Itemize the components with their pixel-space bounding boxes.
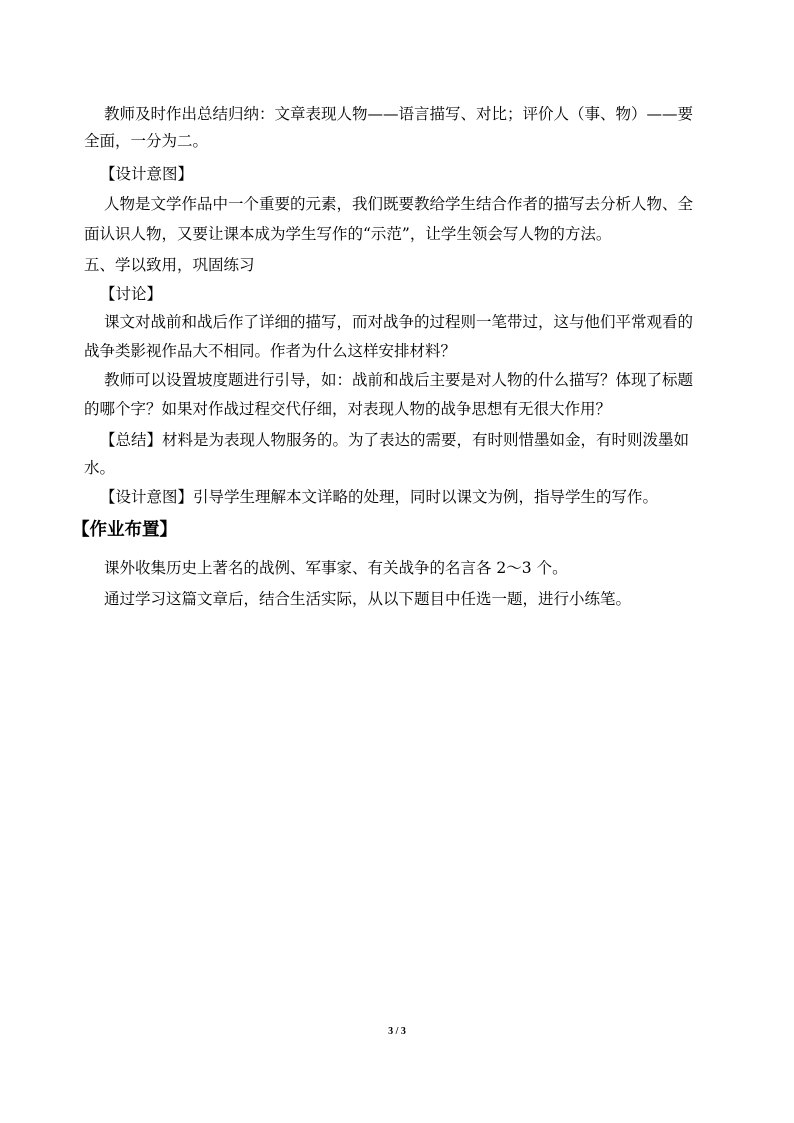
paragraph-guidance-line-2: 的哪个字？如果对作战过程交代仔细，对表现人物的战争思想有无很大作用？	[84, 400, 612, 418]
paragraph-summary-line-2: 全面，一分为二。	[84, 132, 209, 150]
paragraph-design-intent-2: 【设计意图】引导学生理解本文详略的处理，同时以课文为例，指导学生的写作。	[100, 488, 659, 506]
discussion-label: 【讨论】	[100, 285, 163, 303]
homework-item-2: 通过学习这篇文章后，结合生活实际，从以下题目中任选一题，进行小练笔。	[104, 590, 632, 608]
paragraph-conclusion-line-1: 【总结】材料是为表现人物服务的。为了表达的需要，有时则惜墨如金，有时则泼墨如	[100, 431, 690, 449]
paragraph-character-line-1: 人物是文学作品中一个重要的元素，我们既要教给学生结合作者的描写去分析人物、全	[104, 195, 694, 213]
paragraph-conclusion-line-2: 水。	[84, 459, 116, 477]
section-5-title: 五、学以致用，巩固练习	[84, 256, 255, 274]
paragraph-discussion-line-1: 课文对战前和战后作了详细的描写，而对战争的过程则一笔带过，这与他们平常观看的	[104, 313, 694, 331]
paragraph-discussion-line-2: 战争类影视作品大不相同。作者为什么这样安排材料？	[84, 342, 457, 360]
design-intent-label: 【设计意图】	[100, 165, 194, 183]
page-number: 3 / 3	[388, 1026, 406, 1037]
homework-heading: 【作业布置】	[72, 520, 177, 540]
paragraph-character-line-2: 面认识人物，又要让课本成为学生写作的“示范”，让学生领会写人物的方法。	[84, 225, 612, 243]
homework-item-1: 课外收集历史上著名的战例、军事家、有关战争的名言各 2～3 个。	[104, 559, 568, 577]
paragraph-guidance-line-1: 教师可以设置坡度题进行引导，如：战前和战后主要是对人物的什么描写？体现了标题	[104, 371, 694, 389]
paragraph-summary-line-1: 教师及时作出总结归纳：文章表现人物——语言描写、对比；评价人（事、物）——要	[104, 105, 694, 123]
